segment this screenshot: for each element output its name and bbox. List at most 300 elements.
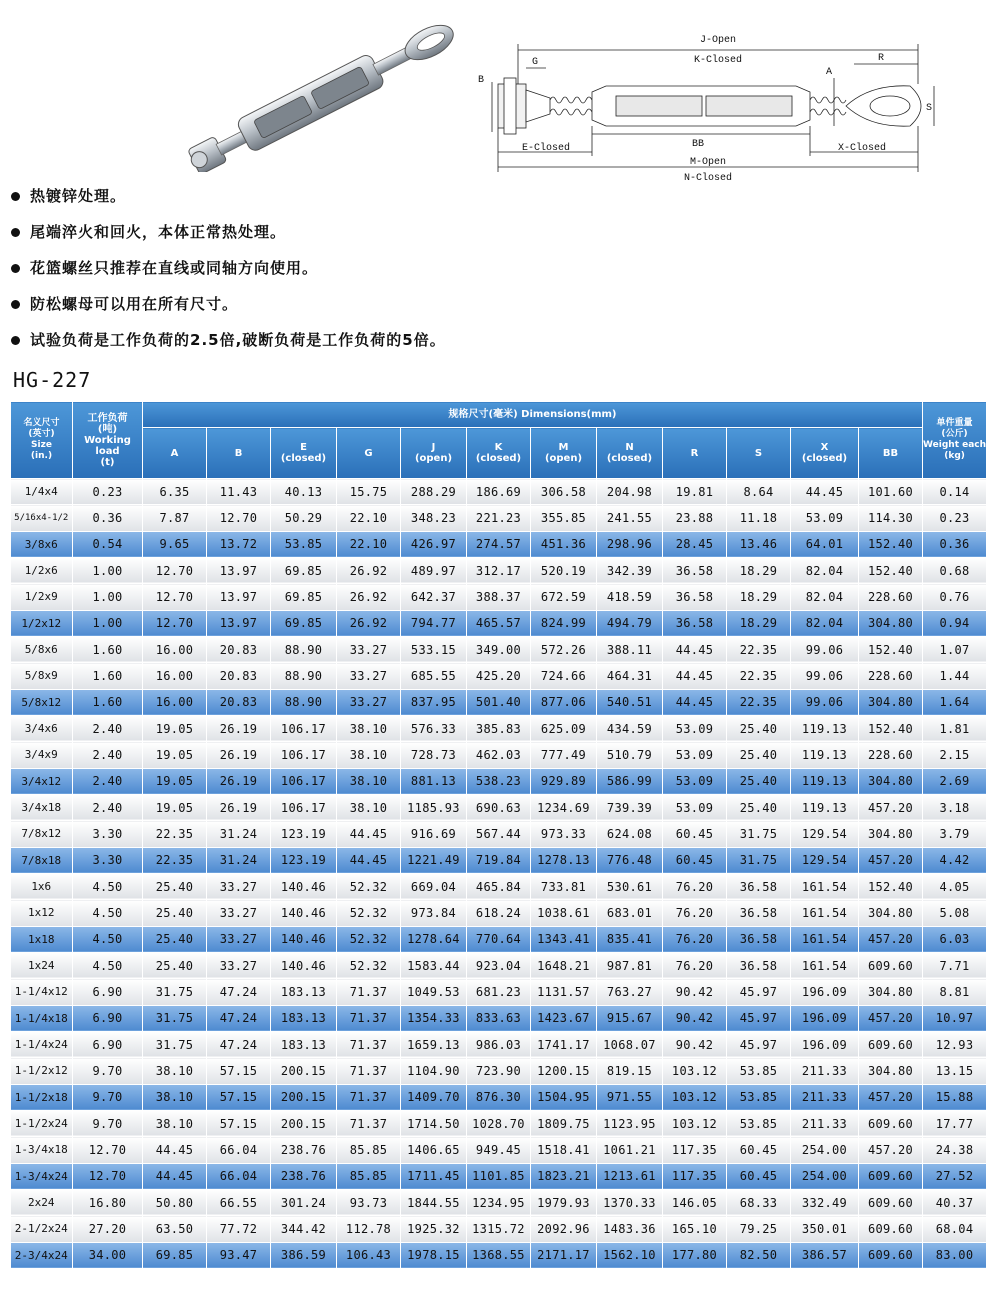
table-cell: 99.06 bbox=[791, 663, 859, 689]
header-dim-label: (closed) bbox=[280, 453, 327, 464]
table-cell: 25.40 bbox=[727, 768, 791, 794]
table-cell: 274.57 bbox=[467, 531, 531, 557]
header-dim-label: S bbox=[754, 447, 763, 459]
table-cell: 2.15 bbox=[923, 742, 987, 768]
table-cell: 625.09 bbox=[531, 715, 597, 741]
table-cell: 211.33 bbox=[791, 1058, 859, 1084]
table-cell: 25.40 bbox=[143, 926, 207, 952]
table-cell: 538.23 bbox=[467, 768, 531, 794]
header-dim-label: K bbox=[494, 442, 503, 453]
table-cell: 1659.13 bbox=[401, 1031, 467, 1057]
table-cell: 33.27 bbox=[337, 663, 401, 689]
table-cell: 90.42 bbox=[663, 1005, 727, 1031]
table-row bbox=[11, 557, 987, 583]
header-wll-line: Working bbox=[84, 434, 131, 446]
table-cell: 1.60 bbox=[73, 636, 143, 662]
table-cell: 923.04 bbox=[467, 952, 531, 978]
header-dim-label: E bbox=[300, 442, 307, 453]
header-dim-label: (closed) bbox=[475, 453, 522, 464]
table-cell: 26.19 bbox=[207, 794, 271, 820]
table-cell: 76.20 bbox=[663, 926, 727, 952]
table-cell: 60.45 bbox=[727, 1137, 791, 1163]
table-cell: 819.15 bbox=[597, 1058, 663, 1084]
table-cell: 609.60 bbox=[859, 1216, 923, 1242]
size-cell: 3/4x12 bbox=[11, 768, 73, 794]
table-cell: 451.36 bbox=[531, 531, 597, 557]
header-dim-col bbox=[859, 428, 923, 479]
table-cell: 12.93 bbox=[923, 1031, 987, 1057]
table-cell: 90.42 bbox=[663, 979, 727, 1005]
table-row bbox=[11, 794, 987, 820]
size-cell: 5/8x9 bbox=[11, 663, 73, 689]
label-g: G bbox=[532, 57, 539, 68]
table-cell: 2171.17 bbox=[531, 1242, 597, 1268]
table-cell: 20.83 bbox=[207, 689, 271, 715]
table-cell: 228.60 bbox=[859, 742, 923, 768]
table-cell: 36.58 bbox=[727, 873, 791, 899]
table-cell: 13.97 bbox=[207, 610, 271, 636]
table-cell: 13.97 bbox=[207, 557, 271, 583]
table-cell: 973.84 bbox=[401, 900, 467, 926]
table-cell: 1741.17 bbox=[531, 1031, 597, 1057]
table-cell: 8.64 bbox=[727, 479, 791, 505]
table-cell: 117.35 bbox=[663, 1137, 727, 1163]
table-cell: 47.24 bbox=[207, 1031, 271, 1057]
table-cell: 88.90 bbox=[271, 689, 337, 715]
table-cell: 83.00 bbox=[923, 1242, 987, 1268]
table-cell: 26.92 bbox=[337, 610, 401, 636]
table-row bbox=[11, 742, 987, 768]
label-m-open: M-Open bbox=[689, 157, 727, 168]
header-dim-label: M bbox=[558, 442, 569, 453]
table-cell: 1711.45 bbox=[401, 1163, 467, 1189]
table-cell: 196.09 bbox=[791, 1005, 859, 1031]
table-cell: 50.29 bbox=[271, 505, 337, 531]
table-cell: 12.70 bbox=[143, 584, 207, 610]
table-cell: 25.40 bbox=[727, 715, 791, 741]
table-cell: 1221.49 bbox=[401, 847, 467, 873]
table-cell: 31.24 bbox=[207, 847, 271, 873]
table-cell: 186.69 bbox=[467, 479, 531, 505]
table-cell: 140.46 bbox=[271, 873, 337, 899]
table-cell: 0.68 bbox=[923, 557, 987, 583]
table-cell: 25.40 bbox=[727, 742, 791, 768]
size-cell: 3/4x6 bbox=[11, 715, 73, 741]
table-cell: 6.90 bbox=[73, 1005, 143, 1031]
table-cell: 1200.15 bbox=[531, 1058, 597, 1084]
table-cell: 876.30 bbox=[467, 1084, 531, 1110]
table-cell: 342.39 bbox=[597, 557, 663, 583]
table-cell: 18.29 bbox=[727, 584, 791, 610]
bullet-icon bbox=[11, 264, 20, 273]
table-cell: 465.84 bbox=[467, 873, 531, 899]
table-cell: 129.54 bbox=[791, 821, 859, 847]
table-cell: 183.13 bbox=[271, 979, 337, 1005]
table-cell: 44.45 bbox=[791, 479, 859, 505]
table-cell: 304.80 bbox=[859, 1058, 923, 1084]
table-cell: 987.81 bbox=[597, 952, 663, 978]
table-cell: 28.45 bbox=[663, 531, 727, 557]
table-cell: 1354.33 bbox=[401, 1005, 467, 1031]
table-cell: 719.84 bbox=[467, 847, 531, 873]
table-cell: 1101.85 bbox=[467, 1163, 531, 1189]
table-cell: 76.20 bbox=[663, 873, 727, 899]
table-cell: 1.81 bbox=[923, 715, 987, 741]
header-size-line: Size bbox=[31, 440, 52, 450]
table-cell: 119.13 bbox=[791, 742, 859, 768]
table-cell: 877.06 bbox=[531, 689, 597, 715]
table-cell: 881.13 bbox=[401, 768, 467, 794]
table-cell: 53.85 bbox=[271, 531, 337, 557]
table-cell: 57.15 bbox=[207, 1110, 271, 1136]
table-cell: 609.60 bbox=[859, 1031, 923, 1057]
table-cell: 501.40 bbox=[467, 689, 531, 715]
header-size-line: (英寸) bbox=[28, 429, 55, 439]
table-cell: 464.31 bbox=[597, 663, 663, 689]
header-size-line: 名义尺寸 bbox=[23, 418, 60, 428]
table-cell: 44.45 bbox=[143, 1163, 207, 1189]
table-cell: 426.97 bbox=[401, 531, 467, 557]
table-cell: 2092.96 bbox=[531, 1216, 597, 1242]
feature-item bbox=[10, 258, 710, 278]
table-cell: 723.90 bbox=[467, 1058, 531, 1084]
header-dim-col bbox=[663, 428, 727, 479]
spec-table bbox=[10, 401, 987, 1269]
turnbuckle-photo bbox=[160, 22, 480, 172]
header-dim-label: (open) bbox=[544, 453, 583, 464]
table-cell: 45.97 bbox=[727, 1031, 791, 1057]
table-cell: 1.00 bbox=[73, 557, 143, 583]
table-cell: 99.06 bbox=[791, 689, 859, 715]
table-row bbox=[11, 636, 987, 662]
table-cell: 103.12 bbox=[663, 1110, 727, 1136]
table-cell: 16.00 bbox=[143, 636, 207, 662]
table-cell: 9.65 bbox=[143, 531, 207, 557]
table-cell: 724.66 bbox=[531, 663, 597, 689]
table-cell: 3.30 bbox=[73, 847, 143, 873]
table-cell: 1049.53 bbox=[401, 979, 467, 1005]
table-cell: 99.06 bbox=[791, 636, 859, 662]
table-row bbox=[11, 1005, 987, 1031]
table-cell: 15.88 bbox=[923, 1084, 987, 1110]
feature-text: 尾端淬火和回火，本体正常热处理。 bbox=[30, 223, 287, 241]
table-cell: 22.35 bbox=[727, 663, 791, 689]
table-cell: 36.58 bbox=[663, 584, 727, 610]
table-cell: 690.63 bbox=[467, 794, 531, 820]
table-cell: 1714.50 bbox=[401, 1110, 467, 1136]
table-cell: 79.25 bbox=[727, 1216, 791, 1242]
table-cell: 200.15 bbox=[271, 1110, 337, 1136]
table-cell: 36.58 bbox=[727, 900, 791, 926]
table-cell: 1518.41 bbox=[531, 1137, 597, 1163]
table-cell: 576.33 bbox=[401, 715, 467, 741]
table-row bbox=[11, 1163, 987, 1189]
table-cell: 254.00 bbox=[791, 1137, 859, 1163]
table-cell: 3.79 bbox=[923, 821, 987, 847]
table-cell: 112.78 bbox=[337, 1216, 401, 1242]
table-cell: 728.73 bbox=[401, 742, 467, 768]
table-cell: 23.88 bbox=[663, 505, 727, 531]
table-cell: 52.32 bbox=[337, 926, 401, 952]
table-cell: 38.10 bbox=[143, 1110, 207, 1136]
table-cell: 44.45 bbox=[337, 821, 401, 847]
table-cell: 57.15 bbox=[207, 1058, 271, 1084]
table-cell: 152.40 bbox=[859, 636, 923, 662]
table-cell: 824.99 bbox=[531, 610, 597, 636]
table-cell: 52.32 bbox=[337, 900, 401, 926]
table-row bbox=[11, 1216, 987, 1242]
table-cell: 642.37 bbox=[401, 584, 467, 610]
table-cell: 60.45 bbox=[663, 847, 727, 873]
table-cell: 31.75 bbox=[143, 979, 207, 1005]
feature-text: 试验负荷是工作负荷的2.5倍,破断负荷是工作负荷的5倍。 bbox=[30, 331, 446, 349]
table-cell: 4.50 bbox=[73, 900, 143, 926]
table-cell: 1068.07 bbox=[597, 1031, 663, 1057]
table-cell: 140.46 bbox=[271, 900, 337, 926]
table-cell: 533.15 bbox=[401, 636, 467, 662]
header-weight-line: Weight each bbox=[923, 440, 987, 450]
header-dim-col bbox=[337, 428, 401, 479]
table-cell: 0.36 bbox=[923, 531, 987, 557]
table-cell: 25.40 bbox=[143, 900, 207, 926]
table-cell: 2.40 bbox=[73, 794, 143, 820]
table-cell: 12.70 bbox=[73, 1163, 143, 1189]
table-cell: 618.24 bbox=[467, 900, 531, 926]
table-cell: 1562.10 bbox=[597, 1242, 663, 1268]
table-cell: 298.96 bbox=[597, 531, 663, 557]
size-cell: 1-1/4x12 bbox=[11, 979, 73, 1005]
size-cell: 7/8x12 bbox=[11, 821, 73, 847]
header-dim-col bbox=[531, 428, 597, 479]
table-cell: 77.72 bbox=[207, 1216, 271, 1242]
header-dim-label: R bbox=[690, 447, 699, 459]
size-cell: 2-3/4x24 bbox=[11, 1242, 73, 1268]
table-cell: 53.09 bbox=[663, 742, 727, 768]
header-dim-label: X bbox=[820, 442, 829, 453]
table-cell: 26.19 bbox=[207, 715, 271, 741]
table-cell: 106.17 bbox=[271, 768, 337, 794]
table-cell: 18.29 bbox=[727, 610, 791, 636]
table-cell: 200.15 bbox=[271, 1058, 337, 1084]
table-cell: 18.29 bbox=[727, 557, 791, 583]
table-cell: 2.40 bbox=[73, 715, 143, 741]
table-cell: 25.40 bbox=[143, 873, 207, 899]
table-cell: 681.23 bbox=[467, 979, 531, 1005]
table-cell: 10.97 bbox=[923, 1005, 987, 1031]
table-cell: 13.46 bbox=[727, 531, 791, 557]
table-cell: 33.27 bbox=[207, 900, 271, 926]
size-cell: 5/8x6 bbox=[11, 636, 73, 662]
table-row bbox=[11, 1058, 987, 1084]
table-cell: 129.54 bbox=[791, 847, 859, 873]
bullet-icon bbox=[11, 336, 20, 345]
table-cell: 26.19 bbox=[207, 742, 271, 768]
table-cell: 1.00 bbox=[73, 584, 143, 610]
table-cell: 465.57 bbox=[467, 610, 531, 636]
table-cell: 19.05 bbox=[143, 794, 207, 820]
table-cell: 76.20 bbox=[663, 900, 727, 926]
table-cell: 301.24 bbox=[271, 1189, 337, 1215]
header-dim-col bbox=[791, 428, 859, 479]
table-cell: 1823.21 bbox=[531, 1163, 597, 1189]
table-cell: 31.75 bbox=[143, 1031, 207, 1057]
table-cell: 68.33 bbox=[727, 1189, 791, 1215]
table-cell: 609.60 bbox=[859, 952, 923, 978]
size-cell: 1-1/2x18 bbox=[11, 1084, 73, 1110]
size-cell: 1-3/4x18 bbox=[11, 1137, 73, 1163]
table-cell: 33.27 bbox=[207, 952, 271, 978]
table-row bbox=[11, 1110, 987, 1136]
label-b: B bbox=[478, 75, 485, 86]
table-cell: 33.27 bbox=[337, 689, 401, 715]
table-cell: 88.90 bbox=[271, 636, 337, 662]
table-cell: 1.00 bbox=[73, 610, 143, 636]
size-cell: 1x18 bbox=[11, 926, 73, 952]
table-cell: 152.40 bbox=[859, 873, 923, 899]
table-row bbox=[11, 715, 987, 741]
table-cell: 494.79 bbox=[597, 610, 663, 636]
table-cell: 38.10 bbox=[337, 768, 401, 794]
header-dimensions: 规格尺寸(毫米) Dimensions(mm) bbox=[143, 402, 923, 428]
table-cell: 16.00 bbox=[143, 663, 207, 689]
table-cell: 238.76 bbox=[271, 1163, 337, 1189]
table-cell: 22.35 bbox=[727, 636, 791, 662]
table-cell: 53.85 bbox=[727, 1084, 791, 1110]
table-cell: 304.80 bbox=[859, 610, 923, 636]
table-cell: 457.20 bbox=[859, 794, 923, 820]
table-cell: 12.70 bbox=[207, 505, 271, 531]
table-cell: 200.15 bbox=[271, 1084, 337, 1110]
table-cell: 624.08 bbox=[597, 821, 663, 847]
table-cell: 794.77 bbox=[401, 610, 467, 636]
table-cell: 19.05 bbox=[143, 715, 207, 741]
table-cell: 685.55 bbox=[401, 663, 467, 689]
table-cell: 1368.55 bbox=[467, 1242, 531, 1268]
table-row bbox=[11, 1242, 987, 1268]
table-cell: 1278.64 bbox=[401, 926, 467, 952]
table-cell: 25.40 bbox=[143, 952, 207, 978]
table-cell: 457.20 bbox=[859, 1084, 923, 1110]
table-cell: 304.80 bbox=[859, 821, 923, 847]
table-cell: 44.45 bbox=[663, 689, 727, 715]
table-cell: 8.81 bbox=[923, 979, 987, 1005]
table-cell: 19.05 bbox=[143, 742, 207, 768]
header-dim-col bbox=[143, 428, 207, 479]
table-cell: 1406.65 bbox=[401, 1137, 467, 1163]
table-row bbox=[11, 663, 987, 689]
table-cell: 71.37 bbox=[337, 1031, 401, 1057]
table-cell: 4.50 bbox=[73, 952, 143, 978]
table-cell: 50.80 bbox=[143, 1189, 207, 1215]
table-cell: 183.13 bbox=[271, 1005, 337, 1031]
table-row bbox=[11, 689, 987, 715]
table-cell: 22.35 bbox=[143, 847, 207, 873]
table-row bbox=[11, 584, 987, 610]
table-cell: 1234.69 bbox=[531, 794, 597, 820]
table-cell: 349.00 bbox=[467, 636, 531, 662]
table-cell: 25.40 bbox=[727, 794, 791, 820]
size-cell: 1/2x12 bbox=[11, 610, 73, 636]
table-cell: 609.60 bbox=[859, 1110, 923, 1136]
size-cell: 3/4x9 bbox=[11, 742, 73, 768]
table-cell: 973.33 bbox=[531, 821, 597, 847]
table-cell: 6.03 bbox=[923, 926, 987, 952]
table-cell: 1315.72 bbox=[467, 1216, 531, 1242]
table-cell: 40.37 bbox=[923, 1189, 987, 1215]
table-cell: 1.64 bbox=[923, 689, 987, 715]
header-dim-col bbox=[597, 428, 663, 479]
table-cell: 540.51 bbox=[597, 689, 663, 715]
table-cell: 27.20 bbox=[73, 1216, 143, 1242]
bullet-icon bbox=[11, 228, 20, 237]
table-row bbox=[11, 926, 987, 952]
table-cell: 60.45 bbox=[727, 1163, 791, 1189]
table-cell: 489.97 bbox=[401, 557, 467, 583]
table-cell: 776.48 bbox=[597, 847, 663, 873]
table-cell: 26.92 bbox=[337, 584, 401, 610]
table-cell: 152.40 bbox=[859, 557, 923, 583]
table-cell: 20.83 bbox=[207, 636, 271, 662]
table-cell: 1483.36 bbox=[597, 1216, 663, 1242]
size-cell: 1/2x6 bbox=[11, 557, 73, 583]
table-row bbox=[11, 952, 987, 978]
size-cell: 3/4x18 bbox=[11, 794, 73, 820]
header-working-load bbox=[73, 402, 143, 479]
table-cell: 103.12 bbox=[663, 1084, 727, 1110]
header-weight-line: (公斤) bbox=[941, 429, 968, 439]
table-cell: 161.54 bbox=[791, 873, 859, 899]
table-cell: 93.47 bbox=[207, 1242, 271, 1268]
header-weight-line: (kg) bbox=[944, 451, 965, 461]
feature-list bbox=[10, 186, 710, 366]
table-cell: 5.08 bbox=[923, 900, 987, 926]
header-wll-line: load bbox=[95, 445, 120, 457]
table-cell: 211.33 bbox=[791, 1110, 859, 1136]
table-cell: 7.87 bbox=[143, 505, 207, 531]
table-cell: 106.17 bbox=[271, 794, 337, 820]
table-cell: 1370.33 bbox=[597, 1189, 663, 1215]
table-cell: 683.01 bbox=[597, 900, 663, 926]
table-cell: 19.81 bbox=[663, 479, 727, 505]
table-cell: 19.05 bbox=[143, 768, 207, 794]
size-cell: 5/8x12 bbox=[11, 689, 73, 715]
table-cell: 425.20 bbox=[467, 663, 531, 689]
table-cell: 31.75 bbox=[727, 847, 791, 873]
table-cell: 986.03 bbox=[467, 1031, 531, 1057]
table-cell: 82.04 bbox=[791, 610, 859, 636]
header-size-line: (in.) bbox=[30, 451, 53, 461]
table-row bbox=[11, 821, 987, 847]
table-cell: 22.35 bbox=[143, 821, 207, 847]
table-cell: 52.32 bbox=[337, 952, 401, 978]
table-cell: 288.29 bbox=[401, 479, 467, 505]
table-cell: 306.58 bbox=[531, 479, 597, 505]
table-cell: 1028.70 bbox=[467, 1110, 531, 1136]
table-cell: 388.37 bbox=[467, 584, 531, 610]
table-cell: 344.42 bbox=[271, 1216, 337, 1242]
table-cell: 82.50 bbox=[727, 1242, 791, 1268]
table-cell: 4.50 bbox=[73, 873, 143, 899]
table-cell: 44.45 bbox=[337, 847, 401, 873]
table-row bbox=[11, 531, 987, 557]
table-cell: 68.04 bbox=[923, 1216, 987, 1242]
table-cell: 304.80 bbox=[859, 768, 923, 794]
table-cell: 949.45 bbox=[467, 1137, 531, 1163]
table-row bbox=[11, 1031, 987, 1057]
header-size bbox=[11, 402, 73, 479]
table-cell: 71.37 bbox=[337, 979, 401, 1005]
table-cell: 1409.70 bbox=[401, 1084, 467, 1110]
